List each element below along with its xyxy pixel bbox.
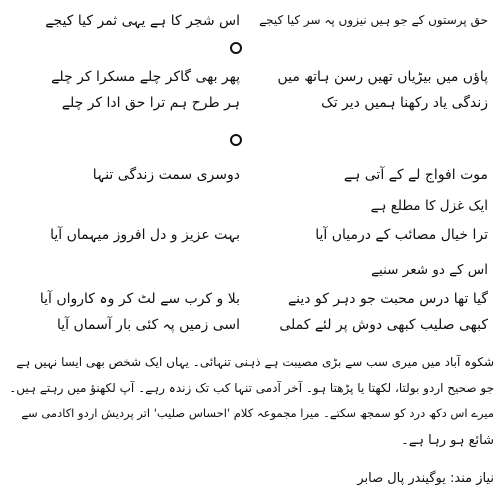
more-c1-left: بلا و کرب سے لٹ کر وہ کارواں آیا: [39, 291, 240, 307]
letter-line-3: میرے اس دکھ درد کو سمجھ سکتے۔ میرا مجموعہ کلام 'احساس صلیب' اتر پردیش اردو اکادمی سے: [21, 406, 494, 420]
more-c1-right: گیا تھا درس محبت جو دہر کو دینے: [287, 291, 488, 307]
section-separator-circle-icon: [230, 134, 242, 146]
matla-left: بہت عزیز و دل افروز میہماں آیا: [50, 227, 240, 243]
more-heading: اس کے دو شعر سنیے: [371, 262, 488, 278]
section-separator-circle-icon: [230, 42, 242, 54]
g3-c1-right: موت افواج لے کے آتی ہے: [343, 167, 488, 183]
g3-c1-left: دوسری سمت زندگی تنہا: [92, 167, 240, 183]
more-c2-right: کبھی صلیب کبھی دوش پر لئے کملی: [279, 317, 488, 333]
letter-line-4: شائع ہو رہا ہے۔: [401, 433, 494, 448]
g1-c1-left: اس شجر کا ہے یہی ثمر کیا کیجے: [45, 13, 240, 29]
matla-heading: ایک غزل کا مطلع ہے: [370, 198, 488, 214]
g1-c1-right: حق پرستوں کے جو ہیں نیزوں پہ سر کیا کیجے: [259, 13, 488, 27]
g2-c1-right: پاؤں میں بیڑیاں تھیں رسن ہاتھ میں: [277, 69, 488, 85]
g2-c1-left: پھر بھی گاکر چلے مسکرا کر چلے: [51, 69, 240, 85]
more-c2-left: اسی زمیں پہ کئی بار آسماں آیا: [56, 317, 240, 333]
signature: نیاز مند: یوگیندر پال صابر: [357, 471, 494, 486]
letter-line-2: جو صحیح اردو بولتا، لکھتا یا پڑھتا ہو۔ آخر آدمی تنہا کب تک زندہ رہے۔ آپ لکھنؤ میں رہتے ہیں۔: [9, 381, 494, 395]
g2-c2-right: زندگی یاد رکھنا ہمیں دیر تک: [321, 95, 488, 111]
letter-line-1: شکوہ آباد میں میری سب سے بڑی مصیبت ہے ذہنی تنہائی۔ یہاں ایک شخص بھی ایسا نہیں ہے: [16, 355, 494, 369]
g2-c2-left: ہر طرح ہم ترا حق ادا کر چلے: [61, 95, 240, 111]
matla-right: ترا خیال مصائب کے درمیاں آیا: [315, 227, 488, 243]
